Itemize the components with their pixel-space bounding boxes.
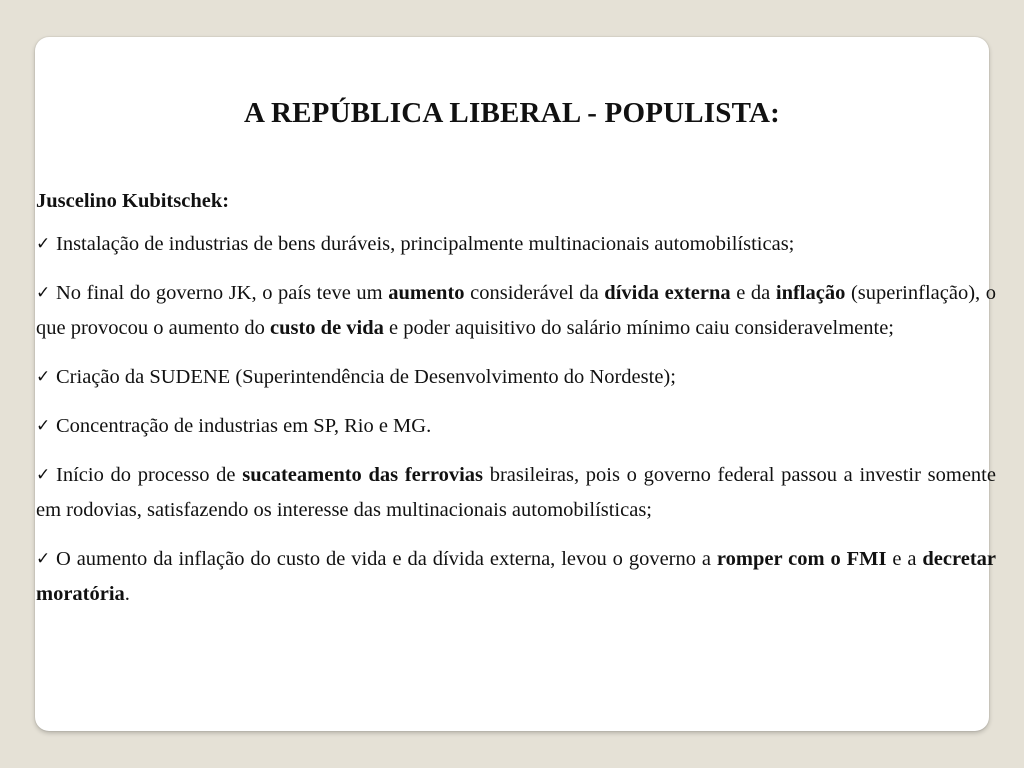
checkmark-icon: ✓: [36, 549, 51, 569]
bullet-text: e a: [886, 548, 923, 570]
bullet-bold-text: romper com o FMI: [716, 548, 887, 570]
bullet-bold-text: decretar moratória: [36, 548, 997, 605]
bullet-item: [36, 458, 996, 528]
checkmark-icon: ✓: [36, 234, 51, 254]
checkmark-icon: ✓: [36, 416, 51, 436]
slide-content: [36, 184, 996, 626]
bullet-item: [36, 542, 996, 612]
bullet-text: Concentração de industrias em SP, Rio e MG.: [56, 415, 432, 437]
checkmark-icon: ✓: [36, 367, 51, 387]
bullet-bold-text: inflação: [775, 282, 846, 304]
bullet-bold-text: aumento: [388, 282, 465, 304]
bullet-text: Início do processo de: [56, 464, 243, 486]
checkmark-icon: ✓: [36, 465, 51, 485]
checkmark-icon: ✓: [36, 283, 51, 303]
slide: [35, 37, 997, 731]
bullet-text: (superinflação), o que provocou o aumento do: [36, 282, 996, 339]
bullet-bold-text: custo de vida: [270, 317, 384, 339]
bullet-item: [36, 227, 996, 262]
bullet-item: [36, 360, 996, 395]
slide-subtitle: Juscelino Kubitschek:: [36, 190, 230, 212]
bullet-text: brasileiras, pois o governo federal passou a investir somente em rodovias, satisfazendo os interesse das multinacionais automobilísticas;: [36, 464, 996, 521]
slide-title: A REPÚBLICA LIBERAL - POPULISTA:: [243, 97, 781, 129]
bullet-text: No final do governo JK, o país teve um: [56, 282, 389, 304]
bullet-text: e da: [730, 282, 776, 304]
bullet-text: .: [124, 583, 130, 605]
bullet-text: Instalação de industrias de bens duráveis, principalmente multinacionais automobilísticas;: [56, 233, 795, 255]
bullet-text: Criação da SUDENE (Superintendência de Desenvolvimento do Nordeste);: [56, 366, 676, 388]
bullet-text: e poder aquisitivo do salário mínimo caiu consideravelmente;: [383, 317, 894, 339]
bullet-item: [36, 409, 996, 444]
bullet-bold-text: dívida externa: [604, 282, 731, 304]
bullet-item: [36, 276, 996, 346]
bullet-bold-text: sucateamento das ferrovias: [242, 464, 484, 486]
bullet-text: O aumento da inflação do custo de vida e da dívida externa, levou o governo a: [56, 548, 717, 570]
bullet-text: considerável da: [464, 282, 605, 304]
